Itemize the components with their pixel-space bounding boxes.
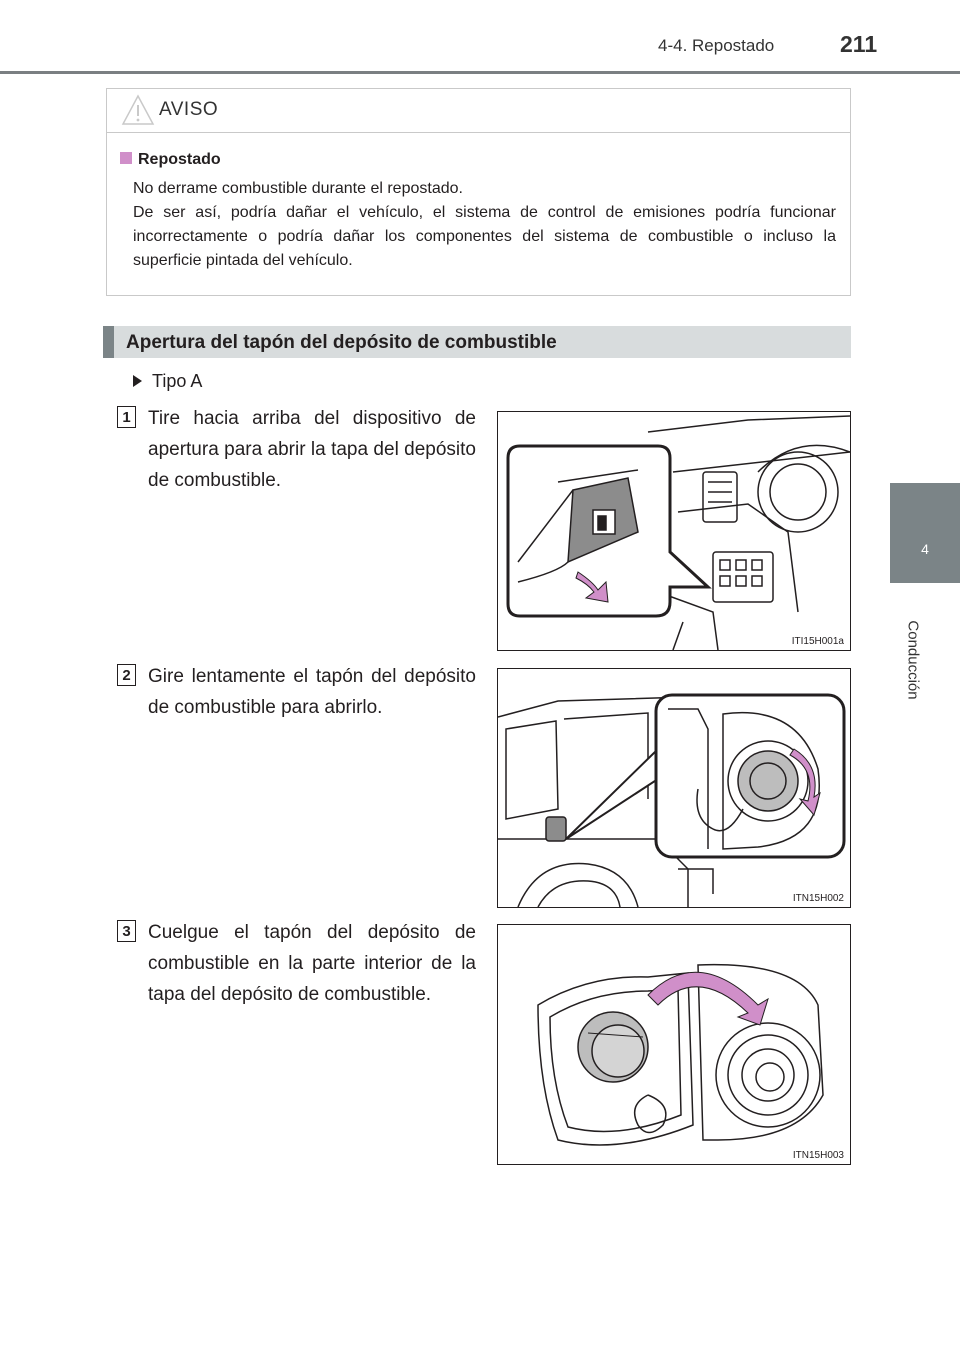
warning-subtitle: Repostado [138,151,221,168]
warning-box [106,88,851,296]
pink-square-icon [120,152,132,164]
type-label: Tipo A [152,371,203,391]
figure-fuel-cap-turn [497,668,851,908]
triangle-bullet-icon [133,375,142,387]
step-number-1: 1 [117,406,136,428]
chapter-number: 4 [921,541,929,557]
figure-fuel-door-opener [497,411,851,651]
figure-code: ITN15H003 [792,1150,844,1161]
warning-paragraph: De ser así, podría dañar el vehículo, el sistema de control de emisiones podría funcionar incorrectamente o podría dañar los componentes del sistema de combustible o incluso la superficie pintada del vehículo. [133,204,836,269]
chapter-tab [890,483,960,583]
warning-paragraph: No derrame combustible durante el repostado. [133,180,463,197]
section-heading-bar [103,326,114,358]
figure-fuel-cap-hang [497,924,851,1165]
warning-body [133,177,836,273]
step-text-3: Cuelgue el tapón del depósito de combustible en la parte interior de la tapa del depósito de combustible. [148,922,476,1005]
warning-triangle-icon [121,94,155,126]
step-text-1: Tire hacia arriba del dispositivo de apertura para abrir la tapa del depósito de combustible. [148,408,476,491]
step-text-2: Gire lentamente el tapón del depósito de combustible para abrirlo. [148,666,476,718]
chapter-label: Conducción [904,620,922,700]
figure-code: ITI15H001a [791,636,844,647]
warning-header [107,89,850,133]
warning-title: AVISO [159,99,219,120]
step-number-3: 3 [117,920,136,942]
warning-subtitle-row [120,151,221,169]
section-heading [103,326,851,358]
section-title: Apertura del tapón del depósito de combustible [126,332,557,353]
fuel-cap-turn-illustration [498,669,850,907]
header-section-title: 4-4. Repostado [658,36,775,55]
step-number-2: 2 [117,664,136,686]
fuel-cap-hang-illustration [498,925,850,1164]
page-number: 211 [840,31,878,57]
type-label-row [133,371,202,392]
header-rule [0,71,960,74]
figure-code: ITN15H002 [792,893,844,904]
chapter-label-box [893,600,933,720]
fuel-door-opener-illustration [498,412,850,650]
